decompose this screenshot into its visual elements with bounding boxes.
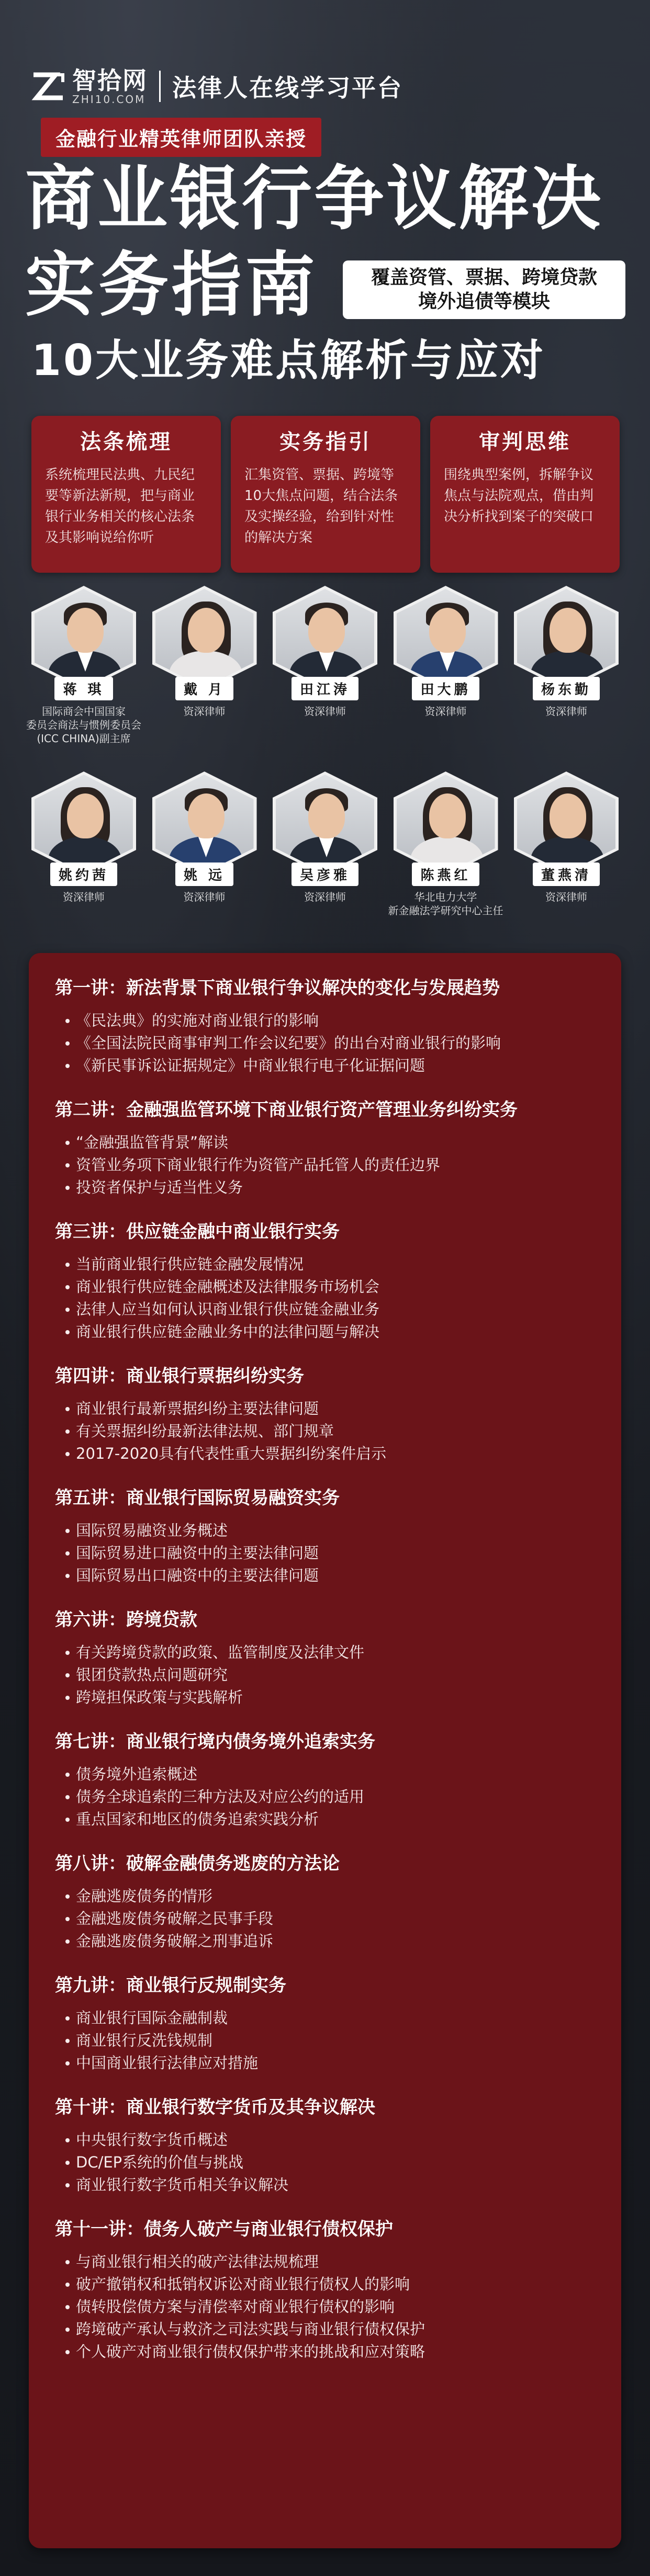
lecture-title: 第八讲：破解金融债务逃废的方法论 <box>55 1853 340 1874</box>
feature-desc: 围绕典型案例，拆解争议焦点与法院观点，借由判决分析找到案子的突破口 <box>444 467 594 525</box>
portrait-head <box>67 608 104 653</box>
lawyer-card <box>147 771 262 917</box>
lecture-item <box>65 1253 595 1276</box>
bullet-icon <box>65 2328 70 2332</box>
lawyer-photo <box>517 775 615 873</box>
lecture-item-text: 金融逃废债务的情形 <box>76 1887 213 1905</box>
portrait-head <box>188 608 225 653</box>
lecture-item <box>65 2318 595 2341</box>
bullet-icon <box>65 1429 70 1434</box>
lecture-item <box>65 2129 595 2151</box>
lecture-item-text: 商业银行数字货币相关争议解决 <box>76 2176 289 2194</box>
lecture-item <box>65 2296 595 2318</box>
lawyer-name: 蒋 琪 <box>54 677 113 700</box>
lecture-section <box>55 2093 595 2196</box>
lecture-item-text: 债转股偿债方案与清偿率对商业银行债权的影响 <box>76 2298 395 2316</box>
feature-title: 法条梳理 <box>80 430 172 454</box>
lecture-item-text: 《全国法院民商事审判工作会议纪要》的出台对商业银行的影响 <box>76 1034 501 1052</box>
lecture-item-list <box>55 1131 595 1199</box>
lecture-item <box>65 1131 595 1154</box>
lecture-item-text: 个人破产对商业银行债权保护带来的挑战和应对策略 <box>76 2343 425 2361</box>
lecture-item <box>65 1763 595 1786</box>
lecture-item-list <box>55 1519 595 1587</box>
lecture-item <box>65 1420 595 1443</box>
lawyer-name: 董燕清 <box>533 863 600 886</box>
bullet-icon <box>65 1452 70 1456</box>
lawyer-title: 资深律师 <box>545 705 587 718</box>
lawyer-name: 田江涛 <box>292 677 358 700</box>
lecture-item <box>65 1032 595 1054</box>
lecture-item <box>65 2251 595 2273</box>
lawyer-photo <box>517 589 615 687</box>
lecture-item <box>65 1542 595 1564</box>
lecture-title: 第十一讲：债务人破产与商业银行债权保护 <box>55 2219 393 2240</box>
lecture-section <box>55 1971 595 2074</box>
lecture-title: 第七讲：商业银行境内债务境外追索实务 <box>55 1731 375 1752</box>
lawyer-card <box>388 586 503 745</box>
lecture-item-text: 商业银行供应链金融概述及法律服务市场机会 <box>76 1278 380 1296</box>
lawyer-photo <box>276 589 374 687</box>
lawyer-name: 吴彦雅 <box>292 863 358 886</box>
lawyer-photo-frame <box>31 771 136 876</box>
lecture-item-list <box>55 2251 595 2363</box>
portrait-head <box>308 793 345 838</box>
lecture-item <box>65 2029 595 2052</box>
lawyer-photo-frame <box>514 771 619 876</box>
lecture-item <box>65 1930 595 1953</box>
bullet-icon <box>65 1041 70 1046</box>
lawyer-name: 姚约茜 <box>50 863 117 886</box>
lecture-item <box>65 2174 595 2196</box>
lecture-item <box>65 1808 595 1831</box>
lecture-title: 第三讲：供应链金融中商业银行实务 <box>55 1221 340 1242</box>
lecture-item-text: 《新民事诉讼证据规定》中商业银行电子化证据问题 <box>76 1057 425 1074</box>
lecture-item-text: 商业银行国际金融制裁 <box>76 2009 228 2027</box>
bullet-icon <box>65 1064 70 1068</box>
lecture-section <box>55 1606 595 1709</box>
feature-desc: 汇集资管、票据、跨境等10大焦点问题，结合法条及实操经验，给到针对性的解决方案 <box>244 467 398 546</box>
lecture-item-text: 商业银行反洗钱规制 <box>76 2032 213 2049</box>
lecture-item-text: 重点国家和地区的债务追索实践分析 <box>76 1810 319 1828</box>
bullet-icon <box>65 1795 70 1799</box>
team-badge: 金融行业精英律师团队亲授 <box>41 118 321 157</box>
lecture-item-text: 债务境外追索概述 <box>76 1765 198 1783</box>
lecture-item <box>65 2273 595 2296</box>
lawyer-photo <box>155 775 254 873</box>
lawyer-row <box>26 586 624 745</box>
logo-text <box>72 67 148 105</box>
lawyer-row <box>26 771 624 917</box>
lecture-section <box>55 2215 595 2363</box>
lecture-item-text: 债务全球追索的三种方法及对应公约的适用 <box>76 1788 365 1806</box>
bullet-icon <box>65 1019 70 1023</box>
lawyer-card <box>267 586 383 745</box>
lawyer-photo-frame <box>514 586 619 690</box>
lecture-section <box>55 1484 595 1587</box>
lawyer-photo-frame <box>273 586 377 690</box>
lecture-item-text: 2017-2020具有代表性重大票据纠纷案件启示 <box>76 1445 387 1462</box>
lecture-title: 第四讲：商业银行票据纠纷实务 <box>55 1366 304 1387</box>
lawyer-photo-frame <box>273 771 377 876</box>
lawyer-card <box>267 771 383 917</box>
lecture-item <box>65 1641 595 1664</box>
lecture-title: 第六讲：跨境贷款 <box>55 1609 197 1630</box>
feature-title: 实务指引 <box>279 430 372 454</box>
lecture-item <box>65 1519 595 1542</box>
lawyer-card <box>26 586 141 745</box>
bullet-icon <box>65 2061 70 2066</box>
header <box>31 63 403 110</box>
lawyer-title: 华北电力大学 新金融法学研究中心主任 <box>388 891 503 917</box>
bullet-icon <box>65 2138 70 2142</box>
bullet-icon <box>65 1651 70 1655</box>
lecture-item <box>65 1009 595 1032</box>
lecture-item-list <box>55 2129 595 2196</box>
lawyer-title: 资深律师 <box>424 705 467 718</box>
feature-cards <box>31 416 620 573</box>
lecture-item-text: 《民法典》的实施对商业银行的影响 <box>76 1012 319 1029</box>
bullet-icon <box>65 1529 70 1533</box>
lecture-item <box>65 1908 595 1930</box>
curriculum-panel <box>29 953 621 2548</box>
lawyer-card <box>26 771 141 917</box>
lecture-item <box>65 1664 595 1686</box>
bullet-icon <box>65 1574 70 1578</box>
lecture-item <box>65 1398 595 1420</box>
lecture-item-text: 商业银行最新票据纠纷主要法律问题 <box>76 1400 319 1417</box>
header-slogan: 法律人在线学习平台 <box>172 74 403 102</box>
bullet-icon <box>65 1773 70 1777</box>
lawyer-photo <box>397 589 495 687</box>
bullet-icon <box>65 1673 70 1677</box>
lecture-item <box>65 1786 595 1808</box>
lecture-item-text: 金融逃废债务破解之民事手段 <box>76 1910 274 1927</box>
bullet-icon <box>65 1330 70 1334</box>
coverage-line1: 覆盖资管、票据、跨境贷款 <box>371 267 597 288</box>
logo-name: 智拾网 <box>72 66 148 95</box>
lecture-item <box>65 1885 595 1908</box>
lecture-item-list <box>55 1763 595 1831</box>
bullet-icon <box>65 1818 70 1822</box>
lawyer-title: 资深律师 <box>63 891 105 903</box>
bullet-icon <box>65 1285 70 1289</box>
lecture-item-text: 中央银行数字货币概述 <box>76 2131 228 2149</box>
lecture-item <box>65 1443 595 1465</box>
lawyer-photo <box>35 589 133 687</box>
feature-card <box>31 416 221 573</box>
lecture-item-text: 有关票据纠纷最新法律法规、部门规章 <box>76 1422 334 1440</box>
lawyer-title: 资深律师 <box>545 891 587 903</box>
bullet-icon <box>65 1696 70 1700</box>
lawyer-title: 资深律师 <box>304 705 346 718</box>
lecture-item <box>65 1321 595 1343</box>
bullet-icon <box>65 1141 70 1145</box>
lecture-item-text: 资管业务项下商业银行作为资管产品托管人的责任边界 <box>76 1156 441 1174</box>
portrait-head <box>429 608 466 653</box>
lecture-title: 第十讲：商业银行数字货币及其争议解决 <box>55 2097 375 2118</box>
lecture-item-text: 国际贸易出口融资中的主要法律问题 <box>76 1567 319 1584</box>
bullet-icon <box>65 1308 70 1312</box>
lawyer-photo <box>276 775 374 873</box>
lawyer-card <box>509 586 624 745</box>
portrait-head <box>188 793 225 838</box>
lawyer-photo <box>397 775 495 873</box>
lawyer-title: 资深律师 <box>183 891 226 903</box>
bullet-icon <box>65 2305 70 2309</box>
lecture-item-text: 有关跨境贷款的政策、监管制度及法律文件 <box>76 1643 365 1661</box>
portrait-head <box>308 608 345 653</box>
lawyer-photo <box>35 775 133 873</box>
logo-icon <box>31 70 65 103</box>
lecture-item-list <box>55 1885 595 1953</box>
header-divider <box>159 71 161 102</box>
coverage-box <box>343 260 625 319</box>
lawyer-photo-frame <box>394 771 498 876</box>
lecture-title: 第九讲：商业银行反规制实务 <box>55 1975 286 1996</box>
lawyer-name: 姚 远 <box>175 863 233 886</box>
lecture-item-list <box>55 1009 595 1077</box>
lecture-item-text: 当前商业银行供应链金融发展情况 <box>76 1255 304 1273</box>
lawyer-card <box>147 586 262 745</box>
lecture-title: 第二讲：金融强监管环境下商业银行资产管理业务纠纷实务 <box>55 1099 518 1120</box>
bullet-icon <box>65 1894 70 1899</box>
lawyer-title: 资深律师 <box>183 705 226 718</box>
feature-card <box>231 416 420 573</box>
lecture-item-text: 国际贸易融资业务概述 <box>76 1522 228 1539</box>
feature-desc: 系统梳理民法典、九民纪要等新法新规，把与商业银行业务相关的核心法条及其影响说给你听 <box>45 467 195 546</box>
bullet-icon <box>65 2283 70 2287</box>
lawyer-card <box>388 771 503 917</box>
lecture-item-text: DC/EP系统的价值与挑战 <box>76 2153 244 2171</box>
lawyer-title: 资深律师 <box>304 891 346 903</box>
bullet-icon <box>65 1263 70 1267</box>
bullet-icon <box>65 1407 70 1411</box>
lecture-section <box>55 1362 595 1465</box>
lecture-item-text: 投资者保护与适当性义务 <box>76 1178 243 1196</box>
lecture-item <box>65 1276 595 1298</box>
lecture-section <box>55 1849 595 1953</box>
bullet-icon <box>65 2350 70 2354</box>
bullet-icon <box>65 2039 70 2043</box>
lecture-item-text: 金融逃废债务破解之刑事追诉 <box>76 1932 274 1950</box>
lecture-item-text: 与商业银行相关的破产法律法规梳理 <box>76 2253 319 2271</box>
lecture-section <box>55 974 595 1077</box>
lecture-section <box>55 1728 595 1831</box>
bullet-icon <box>65 1917 70 1921</box>
lawyer-name: 杨东勤 <box>533 677 600 700</box>
lecture-item <box>65 1564 595 1587</box>
portrait-head <box>429 793 466 838</box>
lawyer-name: 陈燕红 <box>412 863 479 886</box>
bullet-icon <box>65 1939 70 1944</box>
lawyer-photo-frame <box>152 586 257 690</box>
bullet-icon <box>65 2161 70 2165</box>
lawyer-name: 田大鹏 <box>412 677 479 700</box>
bullet-icon <box>65 1163 70 1167</box>
lawyer-photo-frame <box>394 586 498 690</box>
lecture-item-text: 跨境担保政策与实践解析 <box>76 1688 243 1706</box>
lecture-item-text: 国际贸易进口融资中的主要法律问题 <box>76 1544 319 1562</box>
lecture-item-text: 跨境破产承认与救济之司法实践与商业银行债权保护 <box>76 2320 425 2338</box>
feature-title: 审判思维 <box>479 430 571 454</box>
lecture-item-text: “金融强监管背景”解读 <box>76 1133 229 1151</box>
lecture-item <box>65 1686 595 1709</box>
lecture-item <box>65 1154 595 1176</box>
lecture-item-list <box>55 1641 595 1709</box>
lecture-item-list <box>55 2007 595 2074</box>
lawyer-photo-frame <box>31 586 136 690</box>
lawyer-photo-frame <box>152 771 257 876</box>
lecture-item-list <box>55 1253 595 1343</box>
main-title-line1: 商业银行争议解决 <box>25 158 603 240</box>
lecture-item-text: 银团贷款热点问题研究 <box>76 1666 228 1684</box>
logo-domain: ZHI10.COM <box>72 93 146 106</box>
lecture-item <box>65 1176 595 1199</box>
bullet-icon <box>65 2016 70 2021</box>
lecture-item <box>65 2007 595 2029</box>
lecture-item-text: 中国商业银行法律应对措施 <box>76 2054 259 2072</box>
lecture-title: 第一讲：新法背景下商业银行争议解决的变化与发展趋势 <box>55 978 500 998</box>
lawyer-title: 国际商会中国国家 委员会商法与惯例委员会 (ICC CHINA)副主席 <box>26 705 141 745</box>
bullet-icon <box>65 1186 70 1190</box>
lecture-item <box>65 2151 595 2174</box>
lecture-section <box>55 1096 595 1199</box>
lecture-item <box>65 2341 595 2363</box>
main-title-line2: 实务指南 <box>25 244 319 326</box>
lecture-item <box>65 2052 595 2074</box>
lawyer-photo <box>155 589 254 687</box>
portrait-head <box>67 793 104 838</box>
coverage-line2: 境外追债等模块 <box>418 291 550 312</box>
bullet-icon <box>65 1551 70 1556</box>
portrait-head <box>550 608 586 653</box>
portrait-head <box>550 793 586 838</box>
lecture-title: 第五讲：商业银行国际贸易融资实务 <box>55 1488 340 1508</box>
lawyer-name: 戴 月 <box>175 677 233 700</box>
lecture-section <box>55 1218 595 1343</box>
feature-card <box>430 416 620 573</box>
lecture-item <box>65 1054 595 1077</box>
subtitle: 10大业务难点解析与应对 <box>31 336 546 385</box>
bullet-icon <box>65 2260 70 2264</box>
lecture-item-text: 法律人应当如何认识商业银行供应链金融业务 <box>76 1300 380 1318</box>
lecture-item <box>65 1298 595 1321</box>
lecture-item-text: 破产撤销权和抵销权诉讼对商业银行债权人的影响 <box>76 2275 410 2293</box>
lawyer-card <box>509 771 624 917</box>
lecture-item-text: 商业银行供应链金融业务中的法律问题与解决 <box>76 1323 380 1341</box>
lecture-item-list <box>55 1398 595 1465</box>
bullet-icon <box>65 2183 70 2187</box>
